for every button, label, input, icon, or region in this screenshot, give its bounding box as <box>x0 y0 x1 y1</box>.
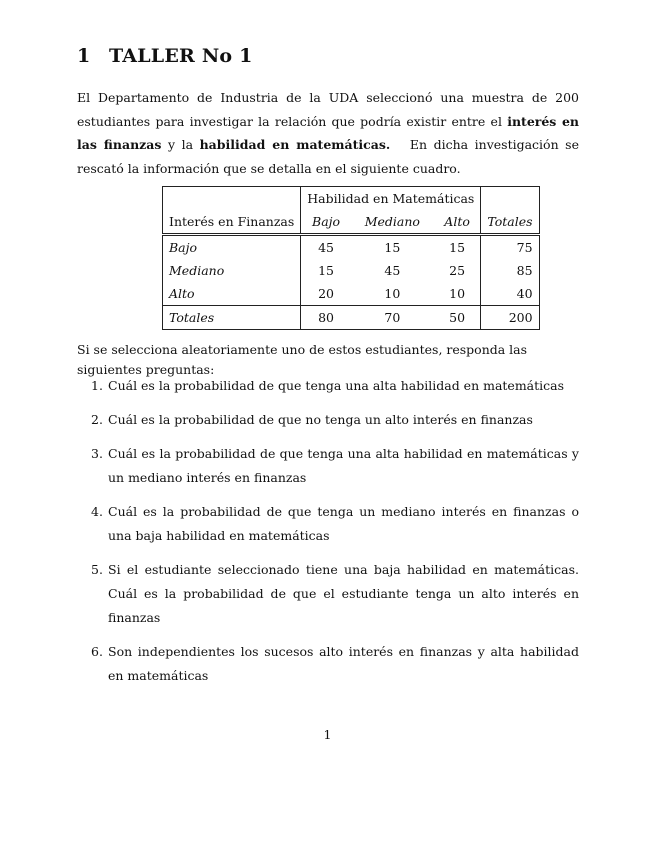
question-text: Si el estudiante seleccionado tiene una baja habilidad en matemáticas. Cuál es la probabilidad de que el estudiante tenga un alto interés en finanzas <box>108 562 579 625</box>
table-row <box>163 259 540 282</box>
table-cell: 45 <box>384 263 401 278</box>
table-row-total: 40 <box>481 282 539 306</box>
section-number: 1 <box>77 45 91 67</box>
table-cell: 25 <box>449 263 466 278</box>
question-item <box>77 374 579 398</box>
table-total-cell: 70 <box>351 306 434 330</box>
table-col-header: Alto <box>434 210 481 235</box>
table-header-row <box>163 210 540 235</box>
table-group-header: Habilidad en Matemáticas <box>301 187 481 211</box>
table-cell: 15 <box>318 263 334 278</box>
question-text: Cuál es la probabilidad de que tenga un mediano interés en finanzas o una baja habilidad en matemáticas <box>108 504 579 543</box>
table-total-cell: 80 <box>301 306 351 330</box>
table-row <box>163 282 540 306</box>
intro-paragraph <box>77 86 579 180</box>
table-corner-cell-right <box>481 187 539 211</box>
table-cell: 10 <box>449 286 466 301</box>
table-total-cell: 50 <box>434 306 481 330</box>
table-totals-label: Totales <box>163 306 301 330</box>
table-cell: 15 <box>449 240 466 255</box>
question-number: 3. <box>91 446 103 461</box>
question-number: 6. <box>91 644 103 659</box>
table-cell: 45 <box>318 240 334 255</box>
page-number: 1 <box>323 727 332 742</box>
question-number: 5. <box>91 562 103 577</box>
section-title: TALLER No 1 <box>109 45 253 67</box>
questions-list <box>77 374 579 698</box>
table-grand-total: 200 <box>481 306 539 330</box>
question-item <box>77 558 579 630</box>
question-item <box>77 640 579 688</box>
questions-prompt: Si se selecciona aleatoriamente uno de estos estudiantes, responda las siguientes preguntas: <box>77 342 528 377</box>
table-row <box>163 235 540 260</box>
question-text: Son independientes los sucesos alto interés en finanzas y alta habilidad en matemáticas <box>108 644 579 683</box>
table-col-header: Bajo <box>301 210 351 235</box>
table-total-header: Totales <box>481 210 539 235</box>
table-group-header-row <box>163 187 540 211</box>
table-row-header: Interés en Finanzas <box>163 210 301 235</box>
table-row-label: Bajo <box>163 235 301 260</box>
question-text: Cuál es la probabilidad de que no tenga un alto interés en finanzas <box>108 412 533 427</box>
section-heading <box>77 45 253 67</box>
table-corner-cell <box>163 187 301 211</box>
table-row-label: Alto <box>163 282 301 306</box>
table-cell: 10 <box>384 286 401 301</box>
table-cell: 15 <box>384 240 401 255</box>
intro-bold-finanzas: interés en las finanzas <box>77 113 579 152</box>
question-text: Cuál es la probabilidad de que tenga una alta habilidad en matemáticas y un mediano interés en finanzas <box>108 446 579 485</box>
intro-text-2: y la <box>167 137 194 152</box>
intro-text-1: El Departamento de Industria de la UDA seleccionó una muestra de 200 estudiantes para investigar la relación que podría existir entre el <box>77 90 579 129</box>
table-row-label: Mediano <box>163 259 301 282</box>
question-number: 4. <box>91 504 103 519</box>
table-row-total: 75 <box>481 235 539 260</box>
contingency-table <box>162 186 540 330</box>
question-item <box>77 408 579 432</box>
question-number: 1. <box>91 378 103 393</box>
table-row-total: 85 <box>481 259 539 282</box>
table-col-header: Mediano <box>351 210 434 235</box>
table-cell: 20 <box>318 286 334 301</box>
question-text: Cuál es la probabilidad de que tenga una alta habilidad en matemáticas <box>108 378 565 393</box>
intro-bold-matematicas: habilidad en matemáticas. <box>199 137 391 152</box>
question-item <box>77 500 579 548</box>
table-totals-row <box>163 306 540 330</box>
question-number: 2. <box>91 412 103 427</box>
intro-text-3: En dicha investigación se rescató la información que se detalla en el siguiente cuadro. <box>77 137 579 176</box>
question-item <box>77 442 579 490</box>
